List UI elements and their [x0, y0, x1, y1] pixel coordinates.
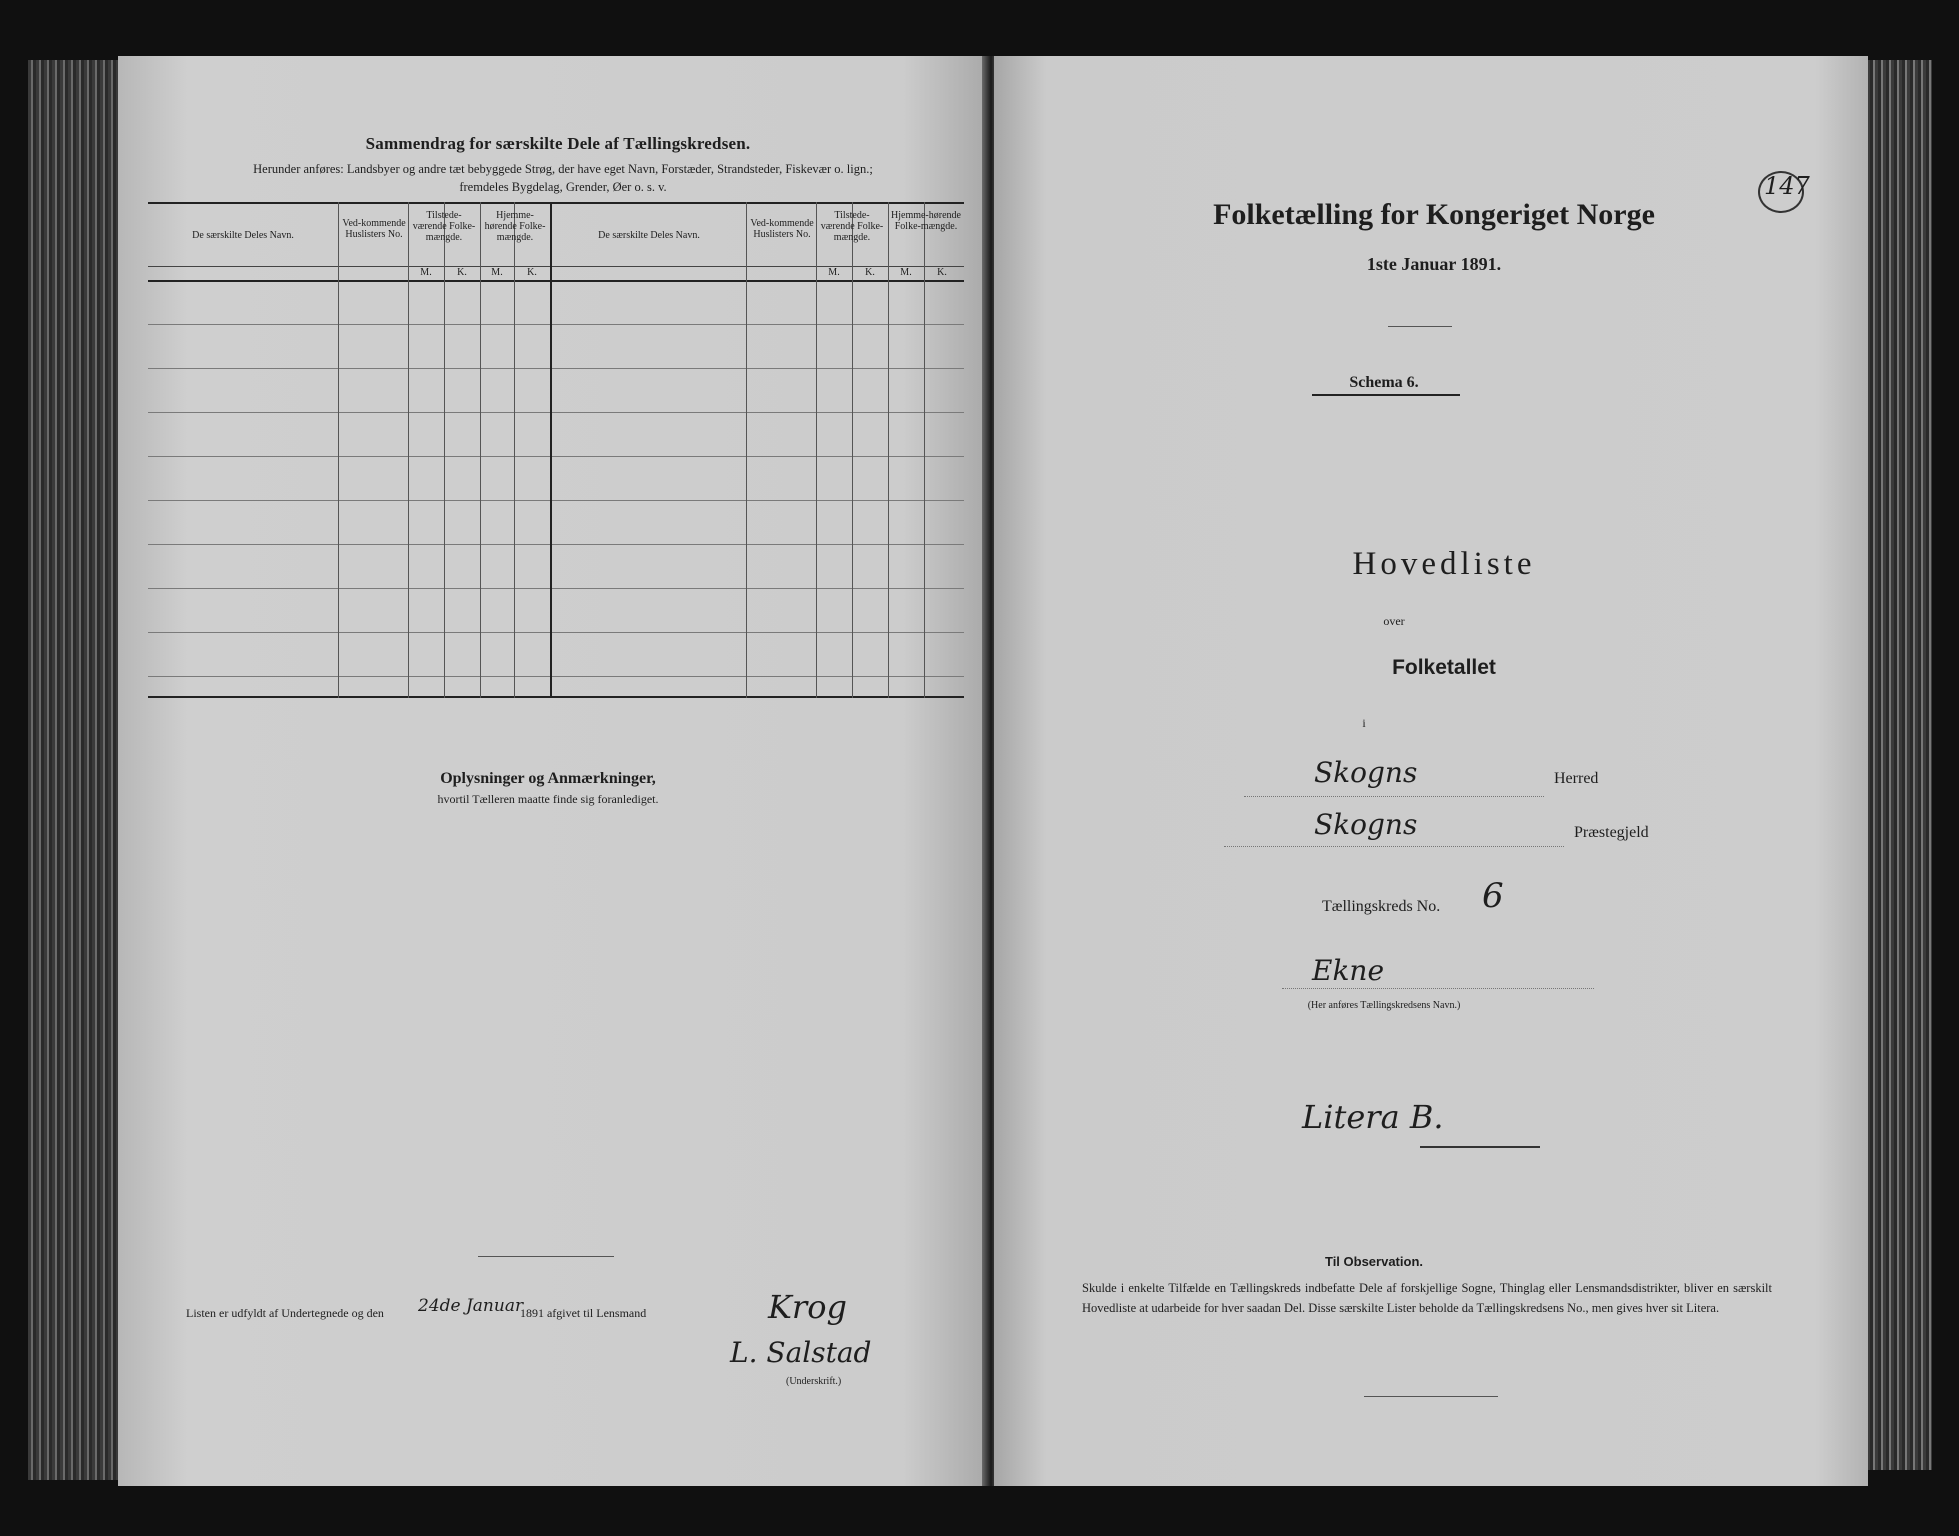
table-rule	[148, 412, 964, 413]
handwritten-herred: Skogns	[1314, 756, 1418, 789]
header-hjemme: Hjemme-hørende Folke-mængde.	[484, 210, 546, 243]
table-rule	[148, 324, 964, 325]
divider	[1388, 326, 1452, 327]
header-m: M.	[900, 267, 912, 278]
herred-line	[1244, 796, 1544, 797]
observation-text: Skulde i enkelte Tilfælde en Tællingskreds indbefatte Dele af forskjellige Sogne, Thinglag eller Lensmandsdistrikter, bliver en særskilt Hovedliste at udarbeide for hver saadan Del. Disse særskilte Lister beholde da Tællingskredsens No., men gives hver sit Litera.	[1082, 1281, 1772, 1315]
table-rule	[148, 202, 964, 204]
underskrift-label: (Underskrift.)	[786, 1376, 842, 1387]
header-name: De særskilte Deles Navn.	[192, 230, 294, 241]
listen-middle: 1891 afgivet til Lensmand	[519, 1306, 647, 1320]
left-page-edges	[28, 60, 120, 1480]
header-huslister: Ved-kommende Huslisters No.	[342, 218, 406, 240]
table-col-rule	[924, 202, 925, 698]
table-rule	[148, 280, 964, 282]
hovedliste-heading: Hovedliste	[1352, 546, 1536, 582]
handwritten-litera: Litera B.	[1302, 1098, 1444, 1136]
listen-prefix: Listen er udfyldt af Undertegnede og den	[186, 1306, 384, 1320]
page-number: 147	[1764, 172, 1810, 200]
divider	[1364, 1396, 1498, 1397]
table-col-rule	[514, 202, 515, 698]
header-hjemme: Hjemme-hørende Folke-mængde.	[891, 210, 961, 232]
left-page	[118, 56, 990, 1486]
right-page-edges	[1862, 60, 1932, 1470]
header-m: M.	[828, 267, 840, 278]
header-m: M.	[491, 267, 503, 278]
header-huslister: Ved-kommende Huslisters No.	[750, 218, 814, 240]
handwritten-kreds-name: Ekne	[1312, 954, 1385, 987]
divider	[478, 1256, 614, 1257]
table-col-rule	[852, 202, 853, 698]
i-word: i	[1362, 716, 1366, 730]
table-col-rule	[338, 202, 339, 698]
prestegjeld-label: Præstegjeld	[1574, 824, 1649, 841]
table-col-rule	[816, 202, 817, 698]
prestegjeld-line	[1224, 846, 1564, 847]
header-k: K.	[865, 267, 875, 278]
handwritten-date: 24de Januar	[418, 1296, 524, 1316]
kreds-label: Tællingskreds No.	[1322, 898, 1441, 915]
handwritten-signature: L. Salstad	[730, 1336, 872, 1369]
table-rule	[148, 500, 964, 501]
kreds-name-note: (Her anføres Tællingskredsens Navn.)	[1307, 1000, 1461, 1011]
summary-subtitle	[148, 160, 978, 196]
folketallet-heading: Folketallet	[1392, 656, 1496, 679]
handwritten-prestegjeld: Skogns	[1314, 808, 1418, 841]
herred-label: Herred	[1554, 770, 1599, 787]
header-name: De særskilte Deles Navn.	[598, 230, 700, 241]
header-k: K.	[527, 267, 537, 278]
header-m: M.	[420, 267, 432, 278]
litera-flourish	[1420, 1146, 1540, 1148]
summary-table	[148, 202, 964, 698]
census-date: 1ste Januar 1891.	[1366, 254, 1502, 274]
table-rule	[148, 368, 964, 369]
handwritten-kreds-no: 6	[1482, 876, 1504, 916]
remarks-subtitle: hvortil Tælleren maatte finde sig foranlediget.	[437, 792, 659, 806]
handwritten-lensmand: Krog	[768, 1288, 847, 1326]
table-col-rule	[444, 202, 445, 698]
schema-label: Schema 6.	[1349, 374, 1419, 391]
summary-subtitle-line1: Herunder anføres: Landsbyer og andre tæt bebyggede Strøg, der have eget Navn, Forstæder, Strandsteder, Fiskevær o. lign.;	[253, 162, 873, 176]
table-col-rule	[408, 202, 409, 698]
remarks-title: Oplysninger og Anmærkninger,	[440, 770, 656, 787]
right-page	[994, 56, 1868, 1486]
table-rule	[148, 544, 964, 545]
header-tilstede: Tilstede-værende Folke-mængde.	[820, 210, 884, 243]
schema-underline	[1312, 394, 1460, 396]
header-k: K.	[457, 267, 467, 278]
over-word: over	[1383, 614, 1405, 628]
observation-title: Til Observation.	[1324, 1254, 1423, 1269]
summary-title: Sammendrag for særskilte Dele af Tællingskredsen.	[365, 134, 751, 153]
table-rule	[148, 696, 964, 698]
header-tilstede: Tilstede-værende Folke-mængde.	[412, 210, 476, 243]
table-col-rule	[480, 202, 481, 698]
table-rule	[148, 632, 964, 633]
table-rule	[148, 456, 964, 457]
table-col-rule	[550, 202, 552, 698]
listen-statement	[186, 1306, 646, 1321]
census-title: Folketælling for Kongeriget Norge	[1213, 198, 1655, 231]
summary-subtitle-line2: fremdeles Bygdelag, Grender, Øer o. s. v.	[459, 180, 667, 194]
table-col-rule	[746, 202, 747, 698]
table-rule	[148, 676, 964, 677]
header-k: K.	[937, 267, 947, 278]
table-col-rule	[888, 202, 889, 698]
table-rule	[148, 588, 964, 589]
kreds-name-line	[1282, 988, 1594, 989]
